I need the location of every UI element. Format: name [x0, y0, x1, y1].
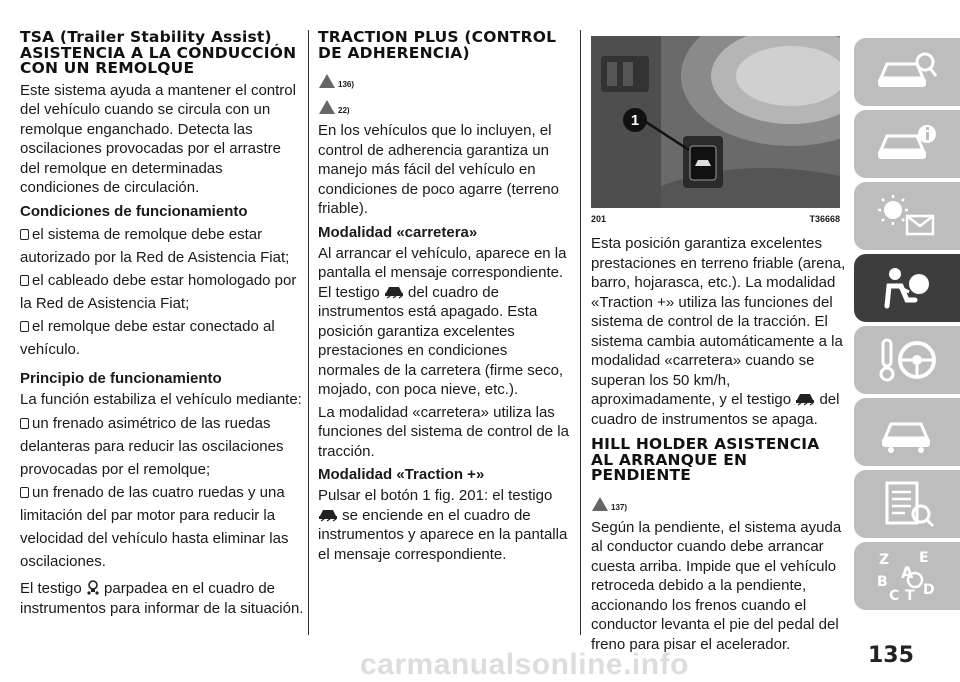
figure-caption — [591, 214, 840, 224]
index-letter: T — [905, 588, 915, 604]
subheading-traction-mode: Modalidad «Traction +» — [318, 466, 485, 483]
tab-key-steering[interactable] — [854, 326, 960, 394]
index-letter: D — [923, 582, 935, 598]
index-letter: Z — [879, 552, 890, 568]
page-number: 135 — [868, 643, 914, 668]
bullet-item: el remolque debe estar conectado al vehículo. — [20, 317, 275, 358]
checkbox-bullet-icon — [20, 275, 29, 286]
service-list-icon — [875, 480, 939, 528]
bullet-item: un frenado de las cuatro ruedas y una limitación del par motor para reducir la velocidad del vehículo hasta eliminar las oscilaciones. — [20, 484, 289, 570]
index-letter: C — [889, 588, 900, 604]
trailer-warning-icon — [86, 580, 100, 595]
subheading-conditions: Condiciones de funcionamiento — [20, 202, 248, 220]
column-divider — [308, 30, 309, 635]
hill-holder-text: Según la pendiente, el sistema ayuda al conductor cuando debe arrancar cuesta arriba. Impide que el vehículo retroceda debido a la pendiente, accionando los frenos cuando el conductor levanta el pie del pedal del freno para pisar el acelerador. — [591, 518, 842, 653]
checkbox-bullet-icon — [20, 418, 29, 429]
tab-service-list[interactable] — [854, 470, 960, 538]
index-letter: A — [901, 563, 914, 582]
road-mode-functions: La modalidad «carretera» utiliza las funciones del sistema de control de la tracción. — [318, 403, 569, 460]
tab-car-search[interactable] — [854, 38, 960, 106]
warning-lights-icon — [875, 192, 939, 240]
checkbox-bullet-icon — [20, 487, 29, 498]
note-reference: 22) — [318, 91, 573, 115]
column-tsa — [20, 30, 304, 621]
warning-triangle-icon — [591, 496, 609, 512]
warning-reference: 136) — [318, 65, 573, 89]
tab-airbag-safety[interactable] — [854, 254, 960, 322]
warning-light-text: El testigo parpadea en el cuadro de instrumentos para informar de la situación. — [20, 580, 304, 617]
figure-number: 201 — [591, 214, 607, 224]
bullet-item: el cableado debe estar homologado por la Red de Asistencia Fiat; — [20, 271, 297, 312]
tab-car-tools[interactable] — [854, 398, 960, 466]
subheading-principle: Principio de funcionamiento — [20, 369, 222, 387]
tab-car-info[interactable] — [854, 110, 960, 178]
index-letter: B — [877, 574, 888, 590]
car-tools-icon — [875, 408, 939, 456]
subheading-road-mode: Modalidad «carretera» — [318, 223, 478, 241]
key-steering-icon — [875, 336, 939, 384]
column-divider — [580, 30, 581, 635]
index-az-icon — [875, 548, 939, 604]
watermark-text: carmanualsonline.info — [360, 648, 689, 681]
airbag-safety-icon — [875, 264, 939, 312]
principle-text: La función estabiliza el vehículo mediante: — [20, 390, 302, 408]
caution-triangle-icon — [318, 99, 336, 115]
dashboard-photo — [591, 36, 840, 208]
tsa-intro: Este sistema ayuda a mantener el control del vehículo cuando se circula con un remolque enganchado. Detecta las oscilaciones provocadas por el arrastre del remolque en determinadas condiciones de circulación. — [20, 81, 296, 196]
tab-index-az[interactable] — [854, 542, 960, 610]
bullet-item: el sistema de remolque debe estar autorizado por la Red de Asistencia Fiat; — [20, 225, 290, 266]
checkbox-bullet-icon — [20, 229, 29, 240]
column-hill-holder — [591, 36, 846, 657]
traction-intro: En los vehículos que lo incluyen, el control de adherencia garantiza un manejo más fácil del vehículo en condiciones de poco agarre (terreno friable). — [318, 122, 559, 217]
traction-warning-icon — [318, 507, 338, 522]
figure-code: T36668 — [809, 214, 840, 224]
traction-mode-continued: Esta posición garantiza excelentes prestaciones en terreno friable (arena, barro, hojarasca, etc.). La modalidad «Traction +» utiliza las funciones del sistema de control de la tracción. El sistema cambia automáticamente a la modalidad «carretera» cuando se superan los 50 km/h, aproximadamente, y el testigo del cuadro de instrumentos se apaga. — [591, 235, 846, 428]
traction-warning-icon — [384, 284, 404, 299]
warning-reference: 137) — [591, 488, 846, 512]
car-search-icon — [875, 48, 939, 96]
bullet-item: un frenado asimétrico de las ruedas delanteras para reducir las oscilaciones provocadas por el remolque; — [20, 415, 284, 478]
callout-badge: 1 — [623, 108, 647, 132]
section-heading-tsa: TSA (Trailer Stability Assist) ASISTENCIA A LA CONDUCCIÓN CON UN REMOLQUE — [20, 28, 297, 77]
traction-mode-text: Pulsar el botón 1 fig. 201: el testigo se enciende en el cuadro de instrumentos y aparece en la pantalla el mensaje correspondiente. — [318, 487, 568, 563]
index-letter: E — [919, 550, 929, 566]
road-mode-text: Al arrancar el vehículo, aparece en la pantalla el mensaje correspondiente. El testigo del cuadro de instrumentos está apagado. Esta posición garantiza excelentes prestaciones en condiciones normales de la carretera (firme seco, mojado, con poca nieve, etc.). — [318, 244, 567, 398]
traction-warning-icon — [795, 391, 815, 406]
section-heading-traction: TRACTION PLUS (CONTROL DE ADHERENCIA) — [318, 28, 557, 62]
warning-triangle-icon — [318, 73, 336, 89]
checkbox-bullet-icon — [20, 321, 29, 332]
section-heading-hill-holder: HILL HOLDER ASISTENCIA AL ARRANQUE EN PENDIENTE — [591, 435, 820, 484]
tab-warning-lights[interactable] — [854, 182, 960, 250]
car-info-icon — [875, 120, 939, 168]
column-traction-plus — [318, 30, 573, 567]
